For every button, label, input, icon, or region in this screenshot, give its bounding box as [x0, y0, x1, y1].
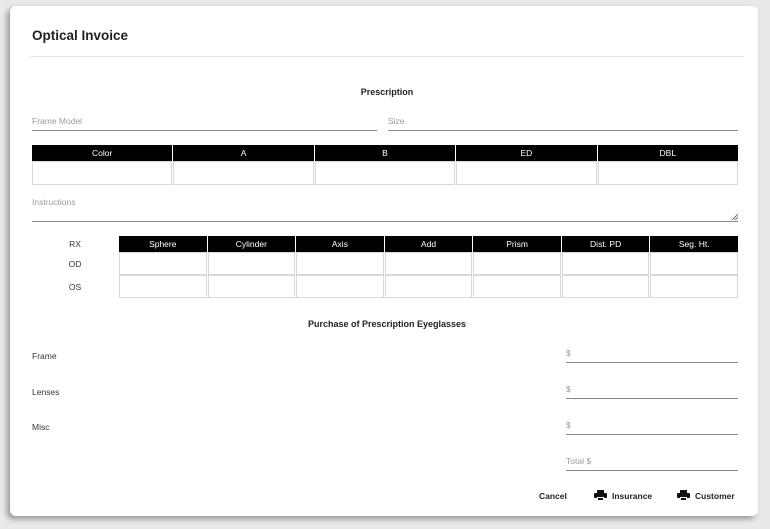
customer-print-button[interactable] [677, 490, 735, 501]
printer-icon [594, 490, 607, 501]
a-header: A [173, 145, 313, 161]
total-placeholder: Total $ [566, 456, 592, 466]
ed-header: ED [456, 145, 596, 161]
lenses-price-field[interactable] [566, 384, 738, 399]
size-field[interactable] [388, 116, 738, 131]
os-cylinder-input[interactable] [208, 275, 296, 298]
rx-label: RX [69, 239, 81, 249]
frame-model-field[interactable] [32, 116, 377, 131]
insurance-label: Insurance [612, 490, 653, 501]
instructions-placeholder: Instructions [32, 197, 76, 207]
a-input[interactable] [173, 161, 313, 185]
os-seg-ht-input[interactable] [650, 275, 738, 298]
os-prism-input[interactable] [473, 275, 561, 298]
cancel-button[interactable] [539, 491, 567, 501]
customer-label: Customer [695, 490, 735, 501]
lenses-price-placeholder: $ [566, 384, 571, 394]
od-label: OD [68, 258, 82, 269]
dbl-input[interactable] [598, 161, 738, 185]
ed-input[interactable] [456, 161, 596, 185]
color-input[interactable] [32, 161, 172, 185]
axis-header: Axis [296, 236, 384, 252]
os-add-input[interactable] [385, 275, 473, 298]
purchase-section-title: Purchase of Prescription Eyeglasses [307, 319, 467, 329]
os-sphere-input[interactable] [119, 275, 207, 298]
od-prism-input[interactable] [473, 252, 561, 275]
misc-price-placeholder: $ [566, 420, 571, 430]
od-dist-pd-input[interactable] [562, 252, 650, 275]
lenses-label: Lenses [32, 387, 60, 397]
cancel-label: Cancel [539, 491, 567, 501]
dialog-title: Optical Invoice [32, 28, 129, 43]
cylinder-header: Cylinder [208, 236, 296, 252]
frame-price-placeholder: $ [566, 348, 571, 358]
misc-label: Misc [32, 422, 50, 432]
od-cylinder-input[interactable] [208, 252, 296, 275]
od-seg-ht-input[interactable] [650, 252, 738, 275]
printer-icon [677, 490, 690, 501]
total-field[interactable] [566, 456, 738, 471]
frame-label: Frame [32, 351, 57, 361]
b-header: B [315, 145, 455, 161]
sphere-header: Sphere [119, 236, 207, 252]
frame-model-placeholder: Frame Model [32, 116, 83, 126]
add-header: Add [385, 236, 473, 252]
od-sphere-input[interactable] [119, 252, 207, 275]
prism-header: Prism [473, 236, 561, 252]
insurance-print-button[interactable] [594, 490, 652, 501]
resize-handle-icon[interactable] [732, 214, 738, 220]
os-dist-pd-input[interactable] [562, 275, 650, 298]
title-divider [30, 56, 744, 57]
dist-pd-header: Dist. PD [562, 236, 650, 252]
rx-table [32, 236, 738, 298]
instructions-textarea[interactable] [32, 197, 738, 222]
od-add-input[interactable] [385, 252, 473, 275]
frame-measurements-table [32, 145, 738, 185]
size-placeholder: Size [388, 116, 405, 126]
od-axis-input[interactable] [296, 252, 384, 275]
misc-price-field[interactable] [566, 420, 738, 435]
seg-ht-header: Seg. Ht. [650, 236, 738, 252]
prescription-section-title: Prescription [360, 87, 414, 97]
color-header: Color [32, 145, 172, 161]
dbl-header: DBL [598, 145, 738, 161]
os-label: OS [68, 281, 82, 292]
b-input[interactable] [315, 161, 455, 185]
optical-invoice-dialog [10, 6, 758, 516]
frame-price-field[interactable] [566, 348, 738, 363]
os-axis-input[interactable] [296, 275, 384, 298]
